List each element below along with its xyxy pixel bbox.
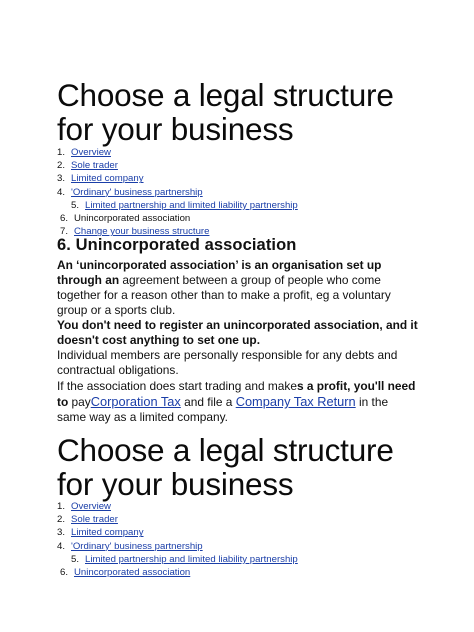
paragraph-definition: An ‘unincorporated association’ is an organisation set up through an agreement between a group of people who come together for a reason other than to make a profit, eg a voluntary group or a sports club. xyxy=(57,258,391,318)
toc-item-limited-partnership: 5. Limited partnership and limited liability partnership xyxy=(71,199,298,211)
page-title: Choose a legal structure for your business xyxy=(57,77,394,147)
toc-item-sole-trader: 2. Sole trader xyxy=(57,160,118,172)
toc-item-ordinary-partnership: 4. 'Ordinary' business partnership xyxy=(57,186,203,198)
company-tax-return-link[interactable]: Company Tax Return xyxy=(235,394,356,410)
toc-link-overview[interactable]: Overview xyxy=(71,147,111,158)
page-title-repeat: Choose a legal structure for your business xyxy=(57,432,394,502)
toc2-link-limited-partnership[interactable]: Limited partnership and limited liability partnership xyxy=(85,553,298,565)
toc-link-limited-partnership[interactable]: Limited partnership and limited liability partnership xyxy=(85,199,298,211)
toc2-link-sole-trader[interactable]: Sole trader xyxy=(71,514,118,526)
toc-link-change-structure[interactable]: Change your business structure xyxy=(74,226,210,238)
toc-link-sole-trader[interactable]: Sole trader xyxy=(71,160,118,172)
toc-item-change-structure: 7. Change your business structure xyxy=(60,226,210,238)
toc2-item-ordinary-partnership: 4. 'Ordinary' business partnership xyxy=(57,540,203,552)
toc-current-label: Unincorporated association xyxy=(74,213,191,225)
table-of-contents-repeat xyxy=(57,500,298,579)
toc2-item-sole-trader: 2. Sole trader xyxy=(57,514,118,526)
toc2-link-overview[interactable]: Overview xyxy=(71,501,111,512)
toc2-link-unincorporated[interactable]: Unincorporated association xyxy=(74,567,191,579)
paragraph-registration: You don't need to register an unincorporated association, and it doesn't cost anything to set one up. xyxy=(57,318,418,348)
toc2-item-overview: 1. Overview xyxy=(57,501,111,512)
section-heading: 6. Unincorporated association xyxy=(57,236,297,254)
paragraph-responsibility: Individual members are personally responsible for any debts and contractual obligations. xyxy=(57,348,398,378)
toc2-item-unincorporated: 6. Unincorporated association xyxy=(60,567,191,579)
toc-item-limited-company: 3. Limited company xyxy=(57,173,144,185)
paragraph-trading: If the association does start trading and makes a profit, you'll need to payCorporation Tax and file a Company Tax Return in the same way as a limited company. xyxy=(57,379,416,425)
toc-link-ordinary-partnership[interactable]: 'Ordinary' business partnership xyxy=(71,186,203,198)
toc2-item-limited-company: 3. Limited company xyxy=(57,527,144,539)
toc2-link-limited-company[interactable]: Limited company xyxy=(71,527,144,539)
toc-item-overview: 1. Overview xyxy=(57,147,111,158)
toc2-item-limited-partnership: 5. Limited partnership and limited liability partnership xyxy=(71,553,298,565)
corporation-tax-link[interactable]: Corporation Tax xyxy=(90,394,181,410)
toc-link-limited-company[interactable]: Limited company xyxy=(71,173,144,185)
table-of-contents xyxy=(57,146,298,238)
toc-item-unincorporated-current: 6. Unincorporated association xyxy=(60,213,191,225)
toc2-link-ordinary-partnership[interactable]: 'Ordinary' business partnership xyxy=(71,540,203,552)
